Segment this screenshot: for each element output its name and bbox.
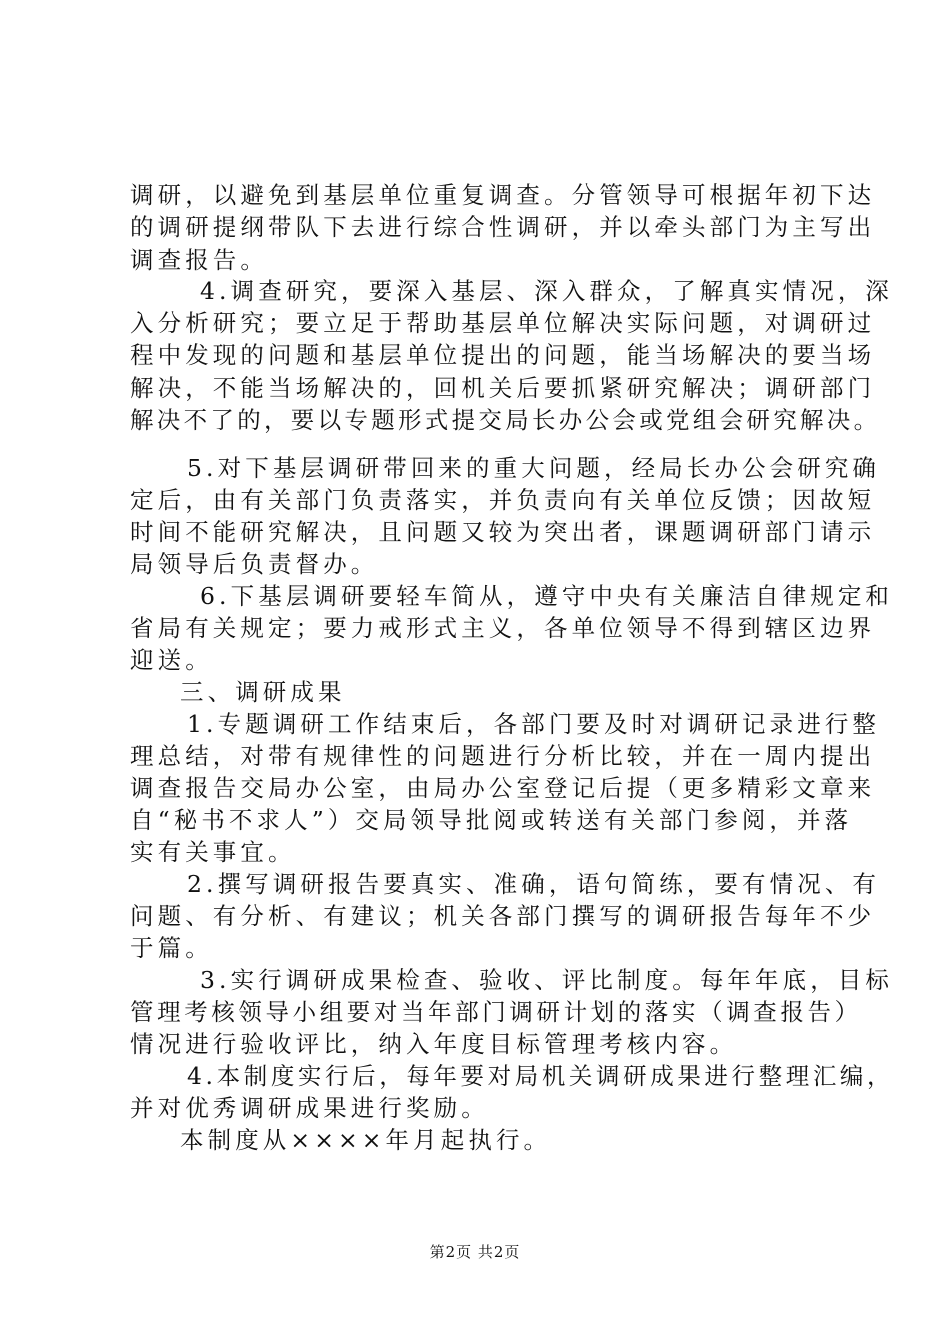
text-line: 1.专题调研工作结束后，各部门要及时对调研记录进行整	[187, 710, 881, 738]
text-line: 自“秘书不求人”）交局领导批阅或转送有关部门参阅，并落	[130, 806, 853, 834]
text-line: 理总结，对带有规律性的问题进行分析比较，并在一周内提出	[130, 742, 876, 770]
text-line: 并对优秀调研成果进行奖励。	[130, 1094, 489, 1122]
text-line: 局领导后负责督办。	[130, 550, 379, 578]
text-line: 问题、有分析、有建议；机关各部门撰写的调研报告每年不少	[130, 902, 876, 930]
page-number-footer: 第2页 共2页	[429, 1243, 521, 1261]
text-line: 调查报告交局办公室，由局办公室登记后提（更多精彩文章来	[130, 774, 876, 802]
text-line: 4.本制度实行后，每年要对局机关调研成果进行整理汇编，	[187, 1062, 895, 1090]
text-line: 的调研提纲带队下去进行综合性调研，并以牵头部门为主写出	[130, 213, 876, 241]
text-line: 管理考核领导小组要对当年部门调研计划的落实（调查报告）	[130, 998, 862, 1026]
text-line: 5.对下基层调研带回来的重大问题，经局长办公会研究确	[187, 454, 881, 482]
text-line: 于篇。	[130, 934, 213, 962]
section-heading: 三、调研成果	[180, 678, 346, 706]
text-line: 2.撰写调研报告要真实、准确，语句简练，要有情况、有	[187, 870, 881, 898]
text-line: 本制度从××××年月起执行。	[180, 1126, 552, 1154]
text-line: 实有关事宜。	[130, 838, 296, 866]
text-line: 4.调查研究，要深入基层、深入群众，了解真实情况，深	[200, 277, 894, 305]
text-line: 解决，不能当场解决的，回机关后要抓紧研究解决；调研部门	[130, 374, 876, 402]
text-line: 定后，由有关部门负责落实，并负责向有关单位反馈；因故短	[130, 486, 876, 514]
text-line: 时间不能研究解决，且问题又较为突出者，课题调研部门请示	[130, 518, 876, 546]
text-line: 情况进行验收评比，纳入年度目标管理考核内容。	[130, 1030, 738, 1058]
text-line: 调查报告。	[130, 246, 268, 274]
text-line: 入分析研究；要立足于帮助基层单位解决实际问题，对调研过	[130, 309, 876, 337]
text-line: 省局有关规定；要力戒形式主义，各单位领导不得到辖区边界	[130, 614, 876, 642]
text-line: 解决不了的，要以专题形式提交局长办公会或党组会研究解决。	[130, 406, 881, 434]
text-line: 6.下基层调研要轻车简从，遵守中央有关廉洁自律规定和	[200, 582, 894, 610]
text-line: 3.实行调研成果检查、验收、评比制度。每年年底，目标	[200, 966, 894, 994]
text-line: 迎送。	[130, 646, 213, 674]
text-line: 程中发现的问题和基层单位提出的问题，能当场解决的要当场	[130, 341, 876, 369]
text-line: 调研，以避免到基层单位重复调查。分管领导可根据年初下达	[130, 181, 876, 209]
